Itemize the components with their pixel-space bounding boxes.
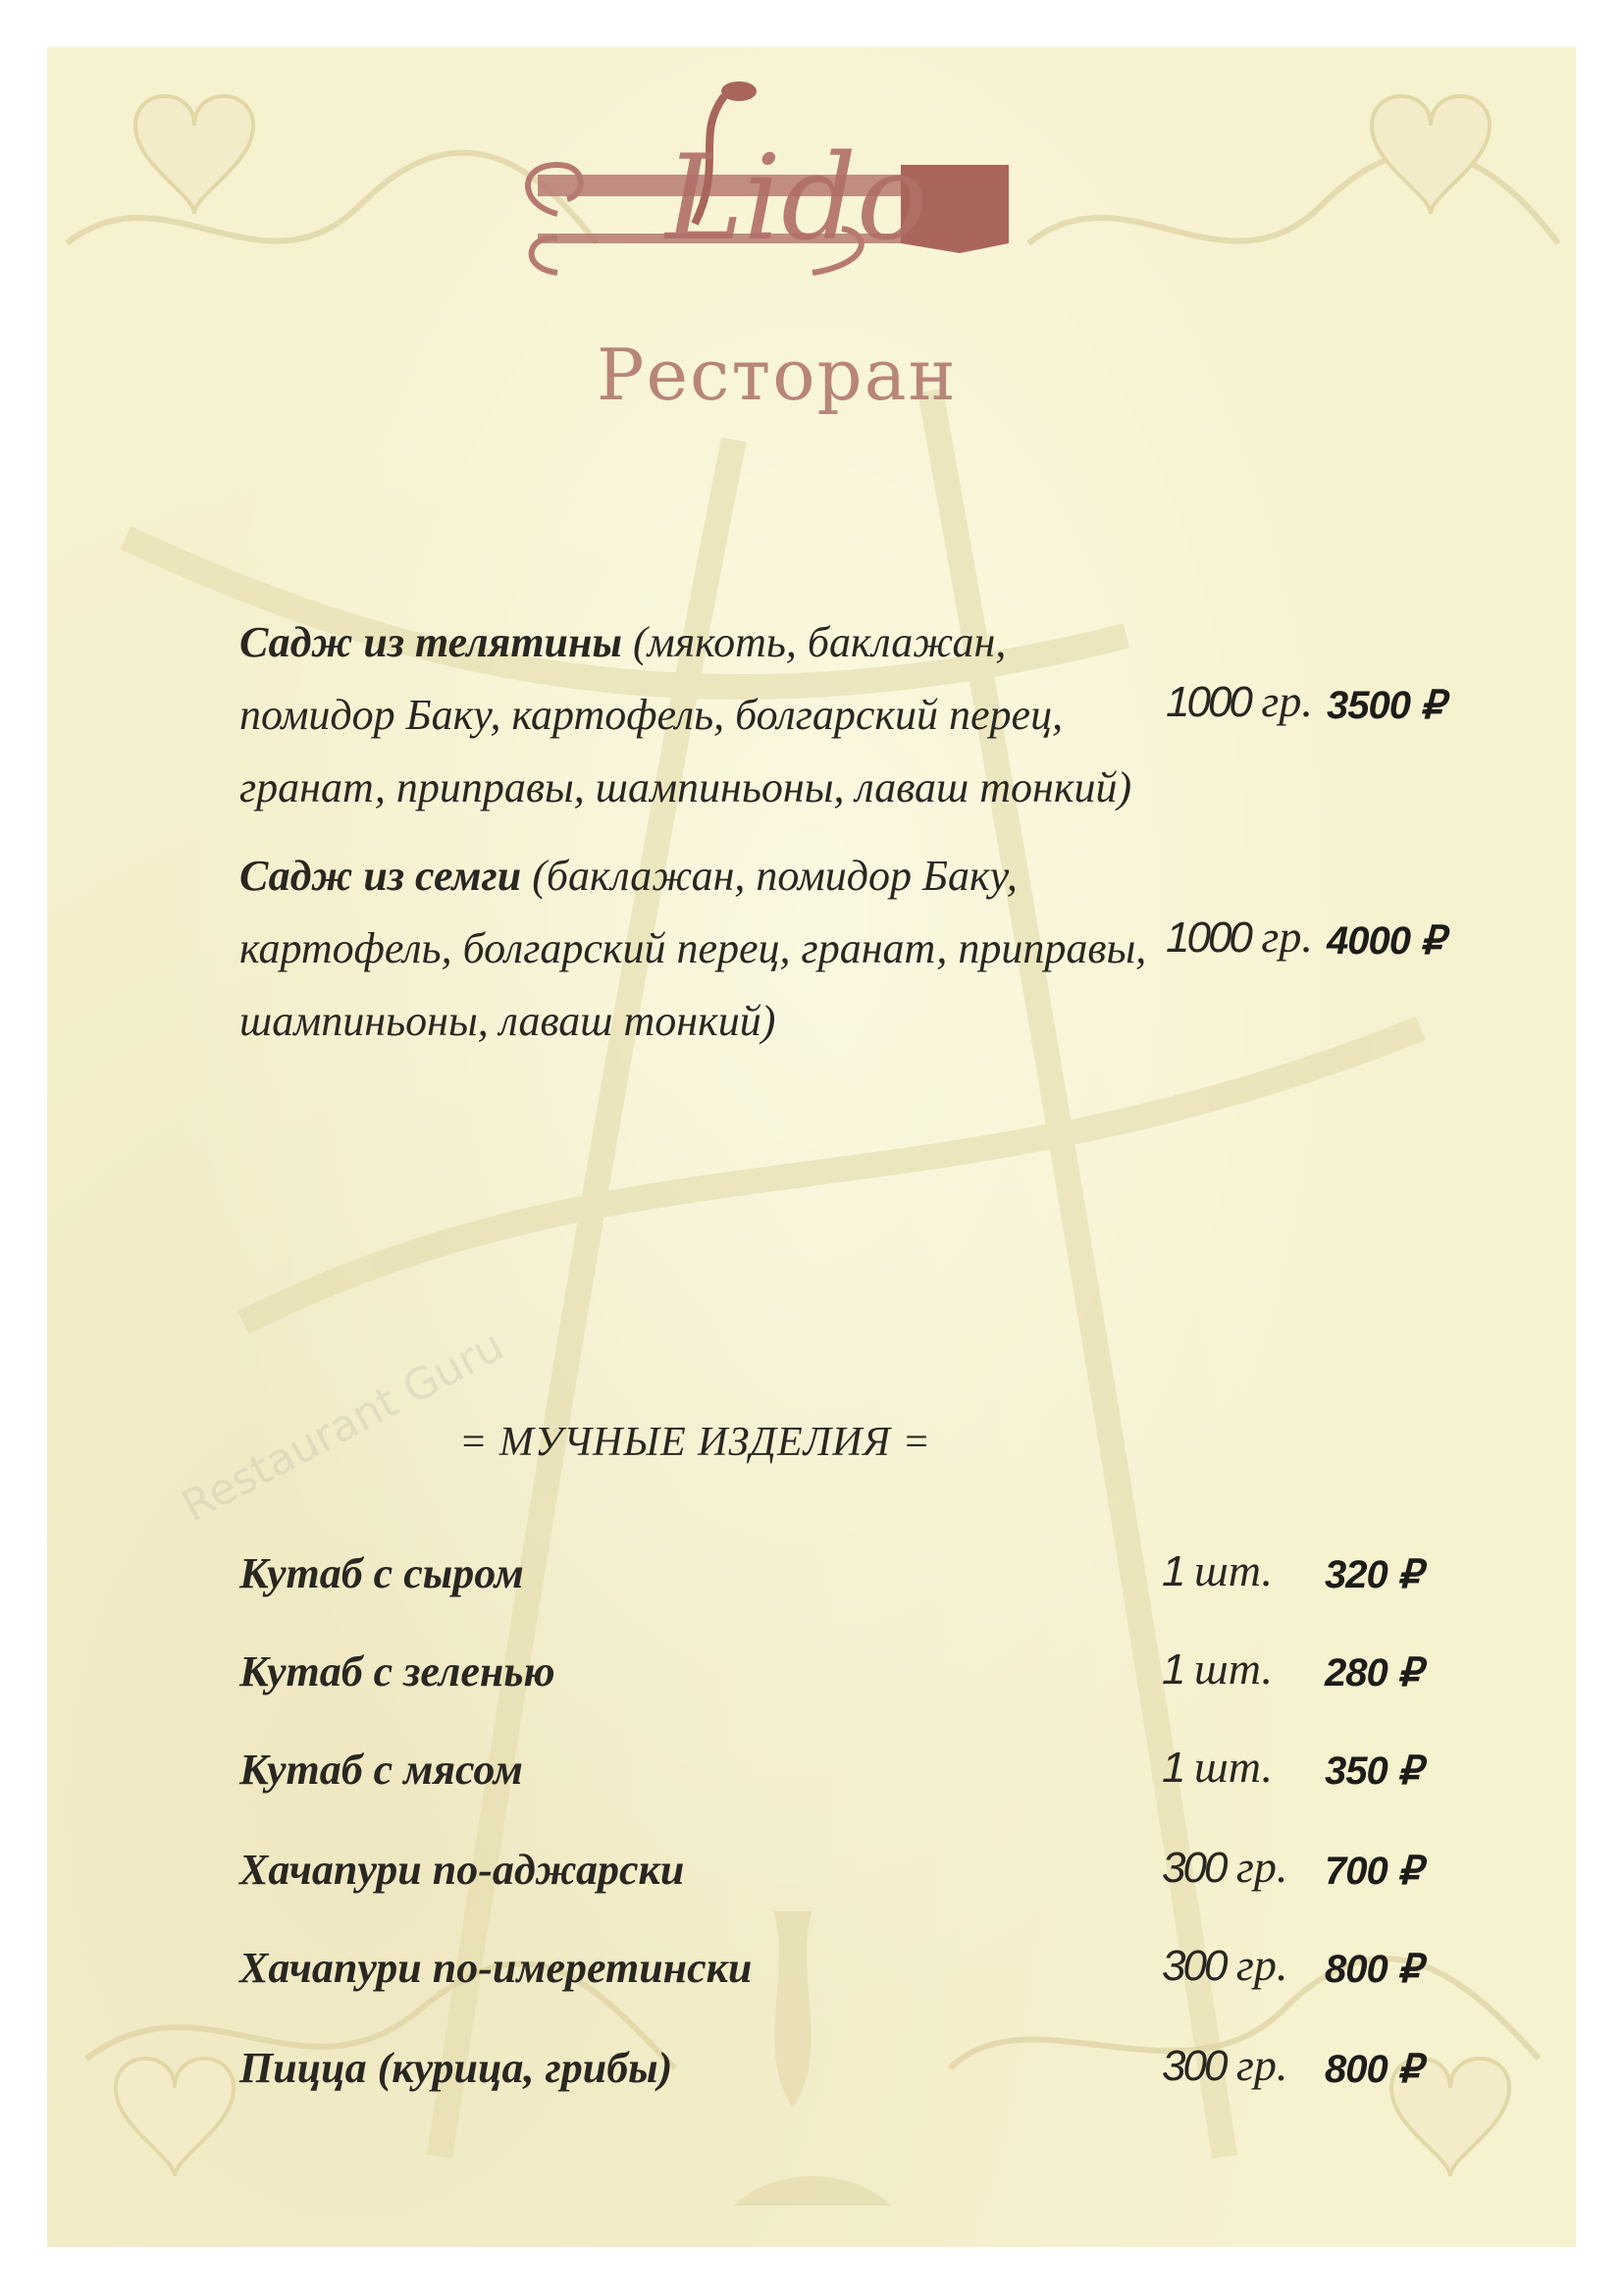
item-description: Садж из телятины (мякоть, баклажан, помидор Баку, картофель, болгарский перец, гранат, приправы, шампиньоны, лаваш тонкий) xyxy=(239,618,1132,811)
item-name: Кутаб с мясом xyxy=(239,1746,523,1794)
item-price: 3500 ₽ xyxy=(1327,684,1444,727)
item-weight: 300 гр. xyxy=(1162,1842,1288,1892)
item-price: 800 ₽ xyxy=(1325,1948,1422,1991)
item-price: 4000 ₽ xyxy=(1327,919,1444,963)
restaurant-subtitle: Ресторан xyxy=(597,334,958,416)
item-price: 320 ₽ xyxy=(1325,1553,1422,1596)
item-price: 700 ₽ xyxy=(1325,1850,1422,1893)
section-title-flour: = МУЧНЫЕ ИЗДЕЛИЯ = xyxy=(459,1420,931,1465)
item-weight: 1 шт. xyxy=(1162,1644,1273,1694)
menu-item-pizza xyxy=(239,2040,1515,2102)
item-name: Садж из семги xyxy=(239,852,522,900)
item-weight: 1 шт. xyxy=(1162,1545,1273,1595)
menu-content xyxy=(47,47,1576,2247)
item-price: 350 ₽ xyxy=(1325,1749,1422,1793)
item-name: Пицца (курица, грибы) xyxy=(239,2044,673,2092)
item-name: Кутаб с зеленью xyxy=(239,1647,555,1696)
item-name: Хачапури по-имеретински xyxy=(239,1944,753,1992)
item-price: 280 ₽ xyxy=(1325,1651,1422,1695)
item-name: Кутаб с сыром xyxy=(239,1549,524,1597)
item-weight: 300 гр. xyxy=(1162,2040,1288,2090)
watermark: Restaurant Guru xyxy=(174,1320,512,1533)
menu-item-kutab-cheese xyxy=(239,1545,1515,1607)
item-name: Садж из телятины xyxy=(239,618,622,666)
item-weight: 1000 гр. xyxy=(1166,912,1313,962)
menu-item-khachapuri-imeretian xyxy=(239,1940,1515,2002)
item-name: Хачапури по-аджарски xyxy=(239,1846,685,1894)
item-weight: 1 шт. xyxy=(1162,1742,1273,1792)
item-price: 800 ₽ xyxy=(1325,2048,1422,2091)
menu-item-kutab-greens xyxy=(239,1646,1515,1705)
item-description: Садж из семги (баклажан, помидор Баку, картофель, болгарский перец, гранат, приправы, шампиньоны, лаваш тонкий) xyxy=(239,852,1147,1045)
logo-wordmark: Lido xyxy=(665,130,928,267)
item-weight: 300 гр. xyxy=(1162,1940,1288,1990)
menu-page xyxy=(47,47,1576,2247)
item-weight: 1000 гр. xyxy=(1166,676,1313,726)
menu-item-kutab-meat xyxy=(239,1742,1515,1803)
menu-item-khachapuri-adjarian xyxy=(239,1842,1515,1904)
